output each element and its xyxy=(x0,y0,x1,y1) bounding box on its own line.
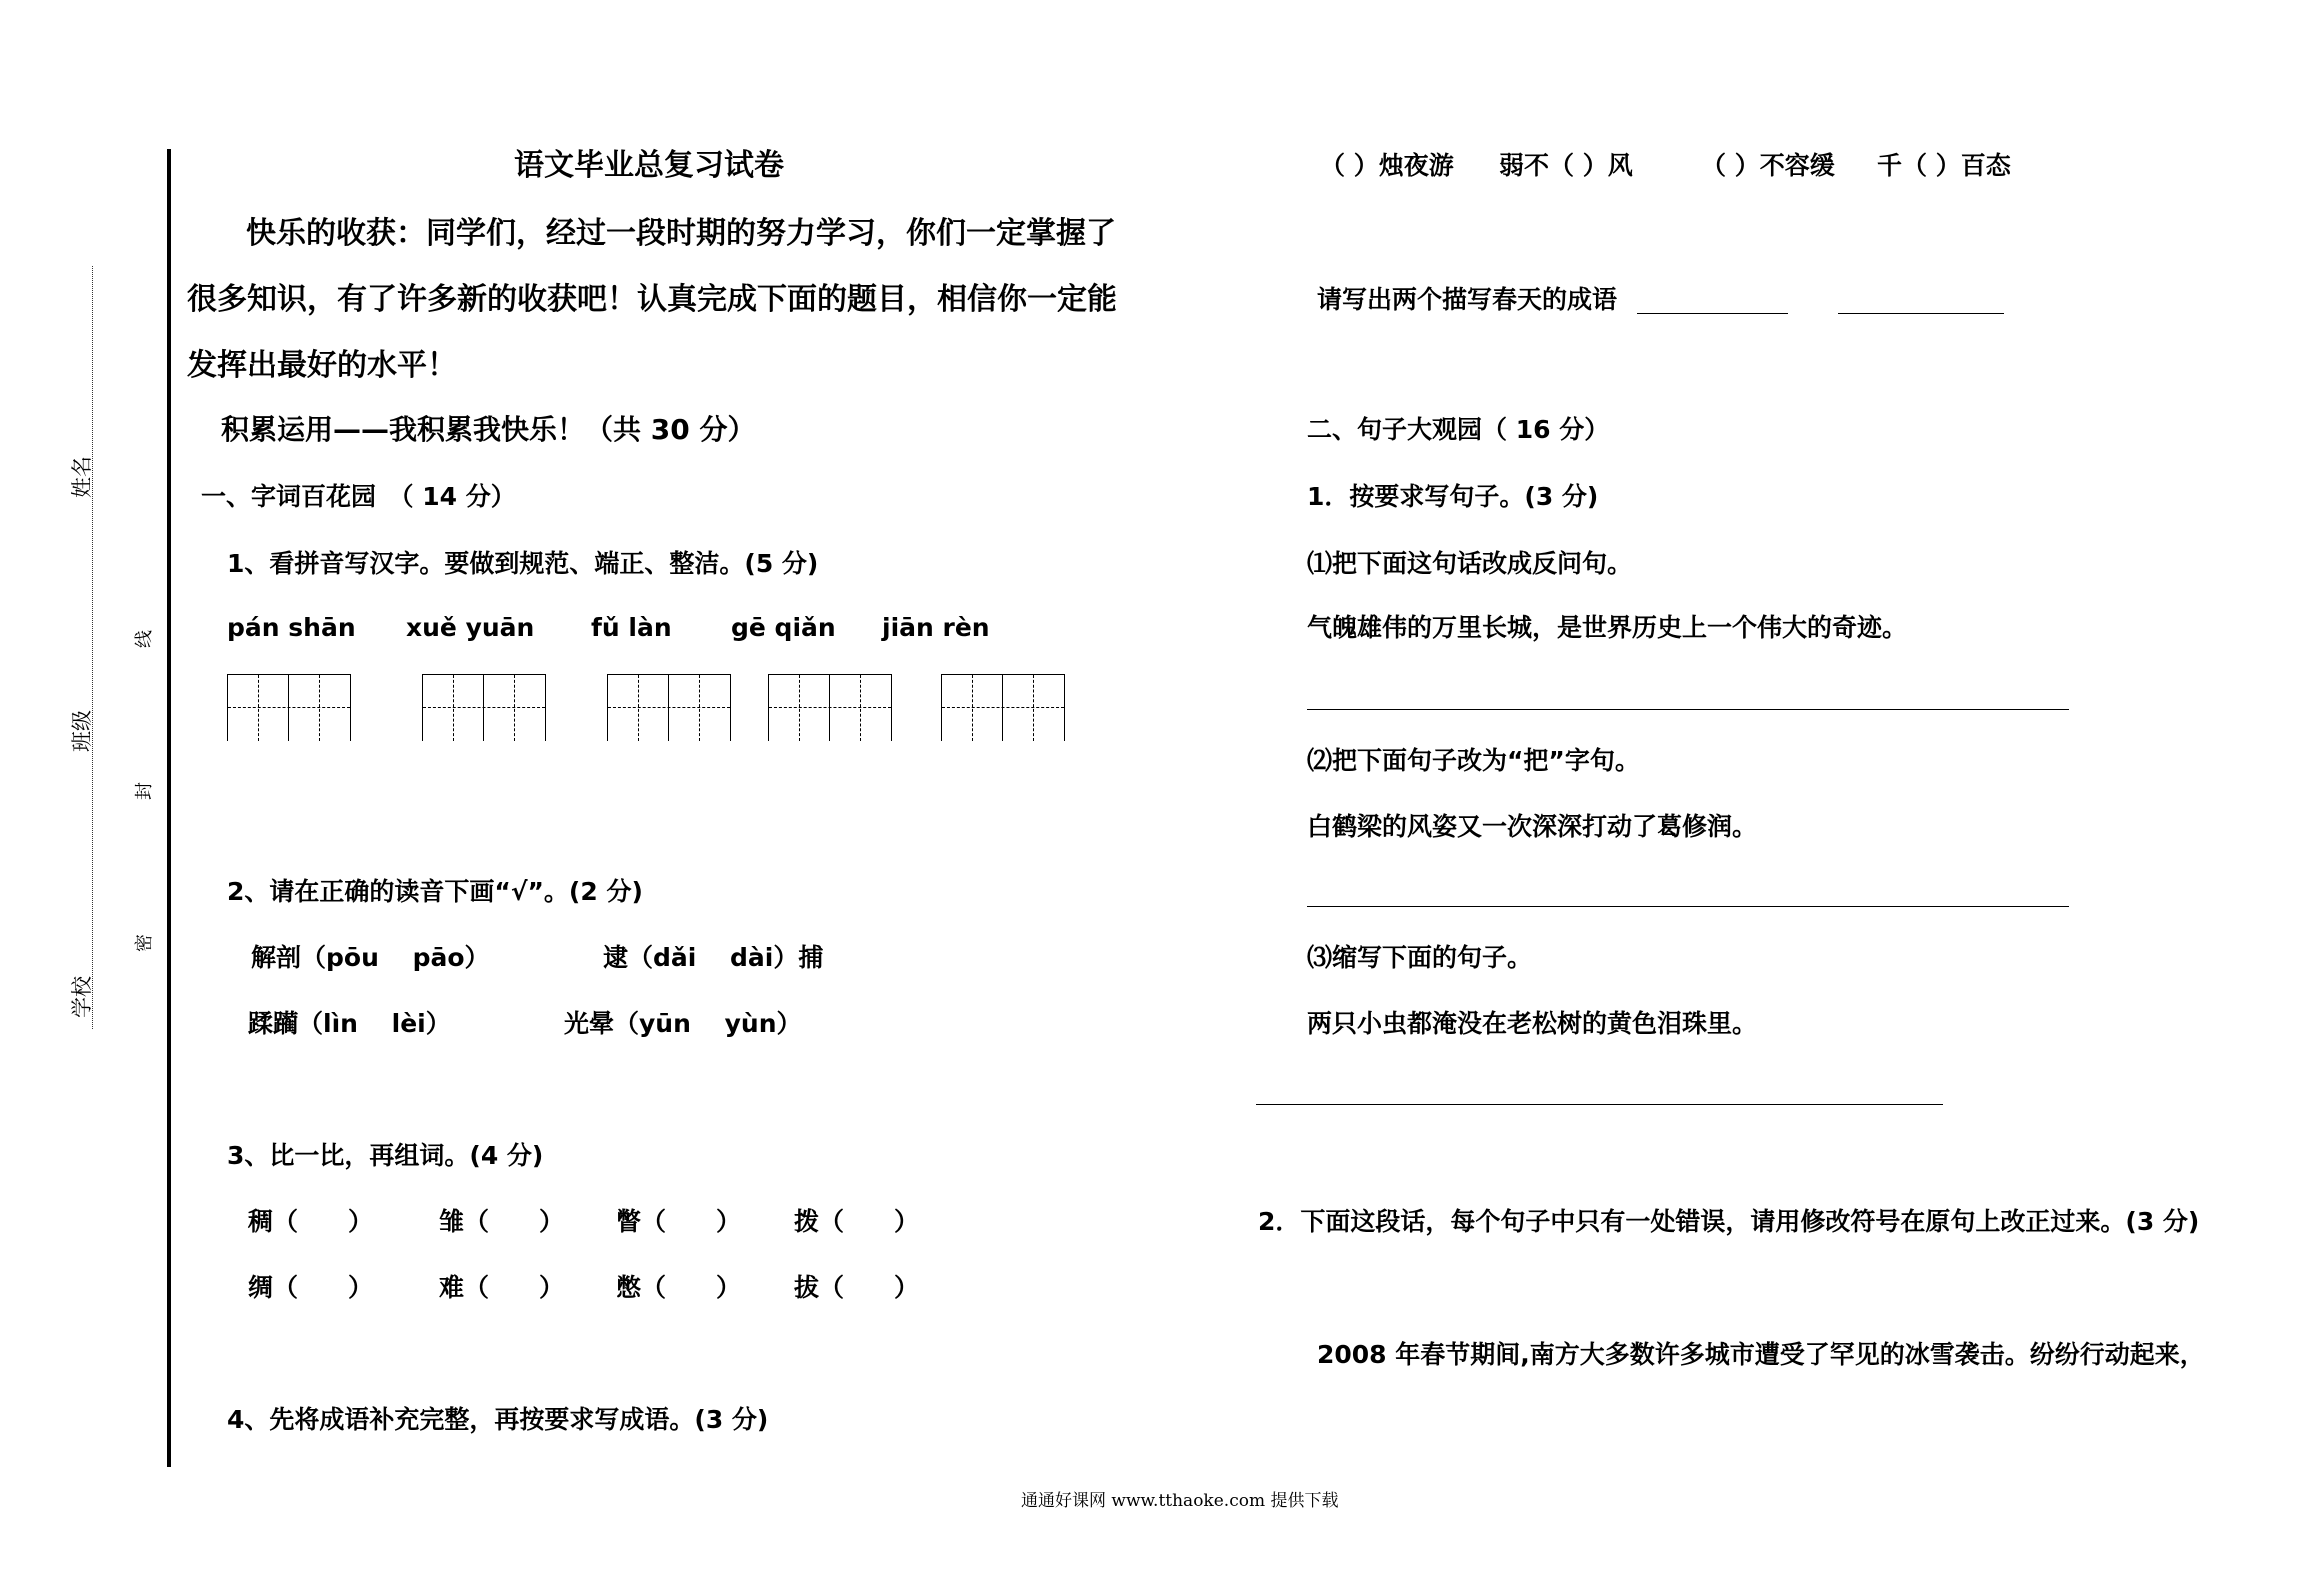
intro-line-1: 快乐的收获：同学们，经过一段时期的努力学习，你们一定掌握了 xyxy=(246,216,1116,251)
pinyin-4: gē qiǎn xyxy=(731,613,836,642)
reading-item-3: 蹂躏（lìn lèi） xyxy=(248,1009,451,1038)
seal-mark-secret: 密 xyxy=(134,934,155,952)
sub-prompt-3: ⑶缩写下面的句子。 xyxy=(1307,943,1533,972)
class-label: 班级 xyxy=(70,710,94,752)
footer-source: 通通好课网 www.tthaoke.com 提供下载 xyxy=(1021,1491,1339,1511)
question-1: 1、看拼音写汉字。要做到规范、端正、整洁。(5 分) xyxy=(227,549,819,578)
compare-item: 绸（ ） xyxy=(248,1273,374,1302)
sentence-question-1: 1．按要求写句子。(3 分) xyxy=(1307,482,1599,511)
correction-passage: 2008 年春节期间,南方大多数许多城市遭受了罕见的冰雪袭击。纷纷行动起来， xyxy=(1317,1340,2205,1369)
pinyin-3: fǔ làn xyxy=(591,613,672,642)
reading-item-4: 光晕（yūn yùn） xyxy=(564,1009,802,1038)
reading-item-1: 解剖（pōu pāo） xyxy=(251,943,490,972)
idiom-2: 弱不（ ）风 xyxy=(1499,151,1633,180)
section-1-heading: 一、字词百花园 （ 14 分） xyxy=(201,482,516,511)
exam-title: 语文毕业总复习试卷 xyxy=(514,148,784,183)
section-2-heading: 二、句子大观园（ 16 分） xyxy=(1307,415,1610,444)
name-label: 姓名 xyxy=(70,456,94,498)
sub-sentence-3: 两只小虫都淹没在老松树的黄色泪珠里。 xyxy=(1307,1009,1758,1038)
sub-prompt-2: ⑵把下面句子改为“把”字句。 xyxy=(1307,746,1640,775)
compare-item: 拔（ ） xyxy=(794,1273,920,1302)
writing-grid-1 xyxy=(227,674,351,741)
writing-grid-2 xyxy=(422,674,546,741)
part-title: 积累运用——我积累我快乐！（共 30 分） xyxy=(221,413,756,446)
compare-item: 雏（ ） xyxy=(439,1207,565,1236)
pinyin-5: jiān rèn xyxy=(882,613,990,642)
answer-blank-2 xyxy=(1838,313,2004,314)
question-3: 3、比一比，再组词。(4 分) xyxy=(227,1141,544,1170)
answer-line-3 xyxy=(1256,1104,1943,1105)
school-label: 学校 xyxy=(70,976,94,1018)
compare-item: 憋（ ） xyxy=(616,1273,742,1302)
answer-line-1 xyxy=(1307,709,2069,710)
sentence-question-2: 2．下面这段话，每个句子中只有一处错误，请用修改符号在原句上改正过来。(3 分) xyxy=(1258,1207,2200,1236)
pinyin-2: xuě yuān xyxy=(406,613,535,642)
binding-dotted-line xyxy=(92,266,93,1029)
idiom-1: （ ）烛夜游 xyxy=(1320,151,1454,180)
writing-grid-3 xyxy=(607,674,731,741)
reading-item-2: 逮（dǎi dài）捕 xyxy=(603,943,824,972)
seal-mark-seal: 封 xyxy=(134,782,155,800)
compare-item: 稠（ ） xyxy=(248,1207,374,1236)
intro-line-3: 发挥出最好的水平！ xyxy=(187,348,457,383)
binding-divider xyxy=(167,149,171,1467)
spring-idiom-prompt: 请写出两个描写春天的成语 xyxy=(1317,285,1618,314)
writing-grid-5 xyxy=(941,674,1065,741)
compare-item: 瞥（ ） xyxy=(616,1207,742,1236)
compare-item: 难（ ） xyxy=(439,1273,565,1302)
question-2: 2、请在正确的读音下画“√”。(2 分) xyxy=(227,877,643,906)
intro-line-2: 很多知识，有了许多新的收获吧！认真完成下面的题目，相信你一定能 xyxy=(187,282,1117,317)
pinyin-1: pán shān xyxy=(227,613,356,642)
seal-mark-line: 线 xyxy=(134,630,155,648)
sub-prompt-1: ⑴把下面这句话改成反问句。 xyxy=(1307,549,1633,578)
idiom-4: 千（ ）百态 xyxy=(1877,151,2011,180)
answer-line-2 xyxy=(1307,906,2069,907)
sub-sentence-1: 气魄雄伟的万里长城，是世界历史上一个伟大的奇迹。 xyxy=(1307,613,1908,642)
idiom-3: （ ）不容缓 xyxy=(1701,151,1835,180)
writing-grid-4 xyxy=(768,674,892,741)
answer-blank-1 xyxy=(1637,313,1788,314)
sub-sentence-2: 白鹤梁的风姿又一次深深打动了葛修润。 xyxy=(1307,812,1758,841)
question-4: 4、先将成语补充完整，再按要求写成语。(3 分) xyxy=(227,1405,769,1434)
compare-item: 拨（ ） xyxy=(794,1207,920,1236)
